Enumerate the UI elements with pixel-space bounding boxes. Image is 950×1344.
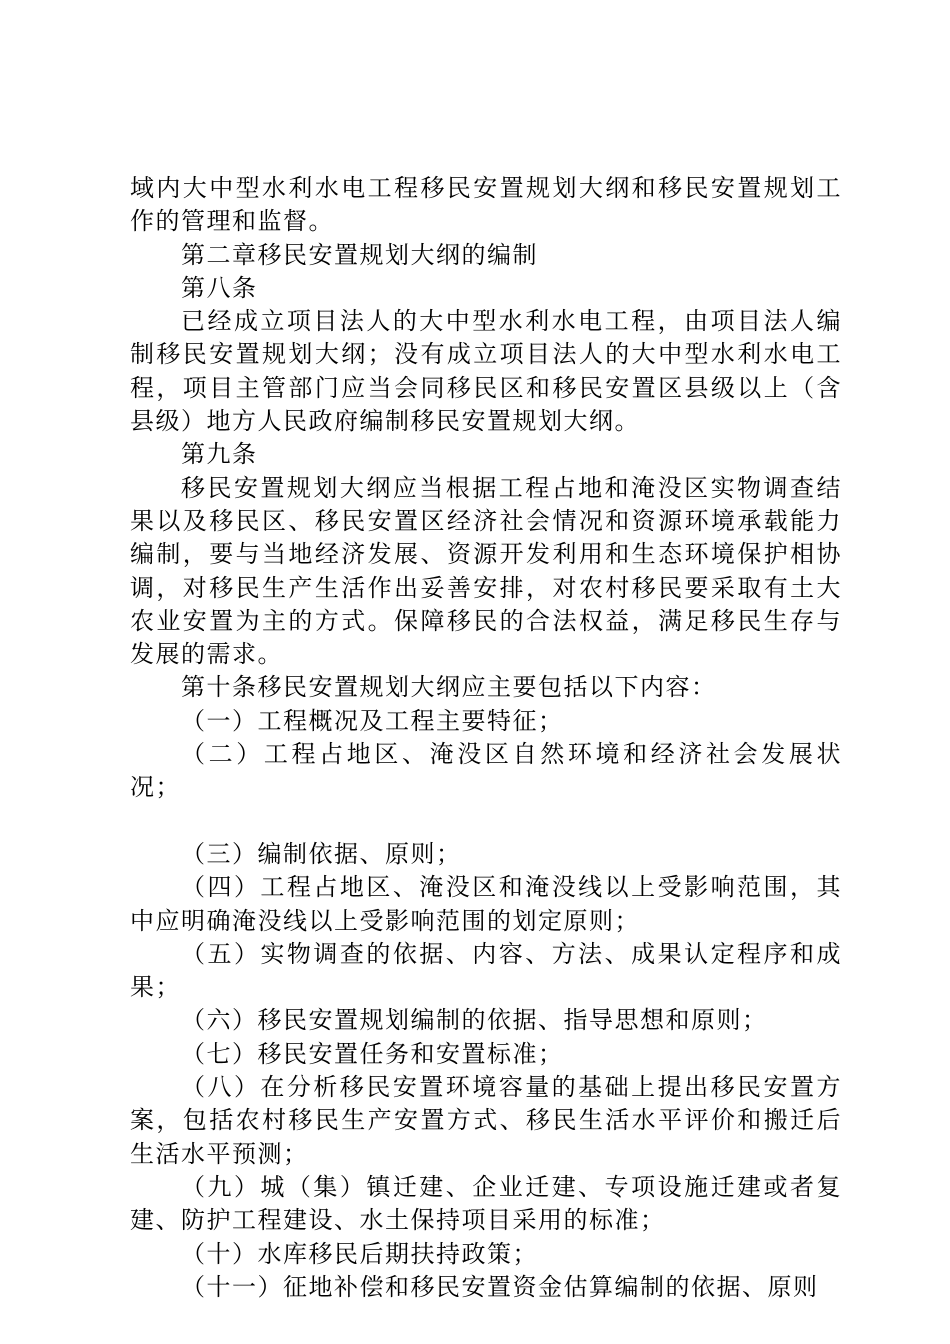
list-item-9: （九）城（集）镇迁建、企业迁建、专项设施迁建或者复建、防护工程建设、水土保持项目采用的标准； xyxy=(130,1172,842,1235)
list-item-5: （五）实物调查的依据、内容、方法、成果认定程序和成果； xyxy=(130,939,842,1002)
list-item-3: （三）编制依据、原则； xyxy=(181,839,462,868)
chapter-heading: 第二章移民安置规划大纲的编制 xyxy=(181,240,538,269)
article-8-body: 已经成立项目法人的大中型水利水电工程，由项目法人编制移民安置规划大纲；没有成立项目法人的大中型水利水电工程，项目主管部门应当会同移民区和移民安置区县级以上（含县级）地方人民政府编制移民安置规划大纲。 xyxy=(130,307,842,436)
article-10-intro: 第十条移民安置规划大纲应主要包括以下内容： xyxy=(181,673,717,702)
paragraph-continuation: 域内大中型水利水电工程移民安置规划大纲和移民安置规划工作的管理和监督。 xyxy=(130,174,842,236)
article-heading-9: 第九条 xyxy=(181,440,258,469)
list-item-4: （四）工程占地区、淹没区和淹没线以上受影响范围，其中应明确淹没线以上受影响范围的划定原则； xyxy=(130,873,842,935)
blank-line xyxy=(130,805,842,838)
list-item-7: （七）移民安置任务和安置标准； xyxy=(181,1039,564,1068)
document-body xyxy=(130,172,842,1304)
list-item-2: （二）工程占地区、淹没区自然环境和经济社会发展状况； xyxy=(130,740,842,802)
list-item-1: （一）工程概况及工程主要特征； xyxy=(181,706,564,735)
article-9-body: 移民安置规划大纲应当根据工程占地和淹没区实物调查结果以及移民区、移民安置区经济社会情况和资源环境承载能力编制，要与当地经济发展、资源开发利用和生态环境保护相协调，对移民生产生活作出妥善安排，对农村移民要采取有土大农业安置为主的方式。保障移民的合法权益，满足移民生存与发展的需求。 xyxy=(130,473,842,669)
list-item-6: （六）移民安置规划编制的依据、指导思想和原则； xyxy=(181,1006,768,1035)
article-heading-8: 第八条 xyxy=(181,273,258,302)
list-item-8: （八）在分析移民安置环境容量的基础上提出移民安置方案，包括农村移民生产安置方式、移民生活水平评价和搬迁后生活水平预测； xyxy=(130,1073,842,1168)
list-item-11: （十一）征地补偿和移民安置资金估算编制的依据、原则 xyxy=(181,1272,819,1301)
list-item-10: （十）水库移民后期扶持政策； xyxy=(181,1239,538,1268)
